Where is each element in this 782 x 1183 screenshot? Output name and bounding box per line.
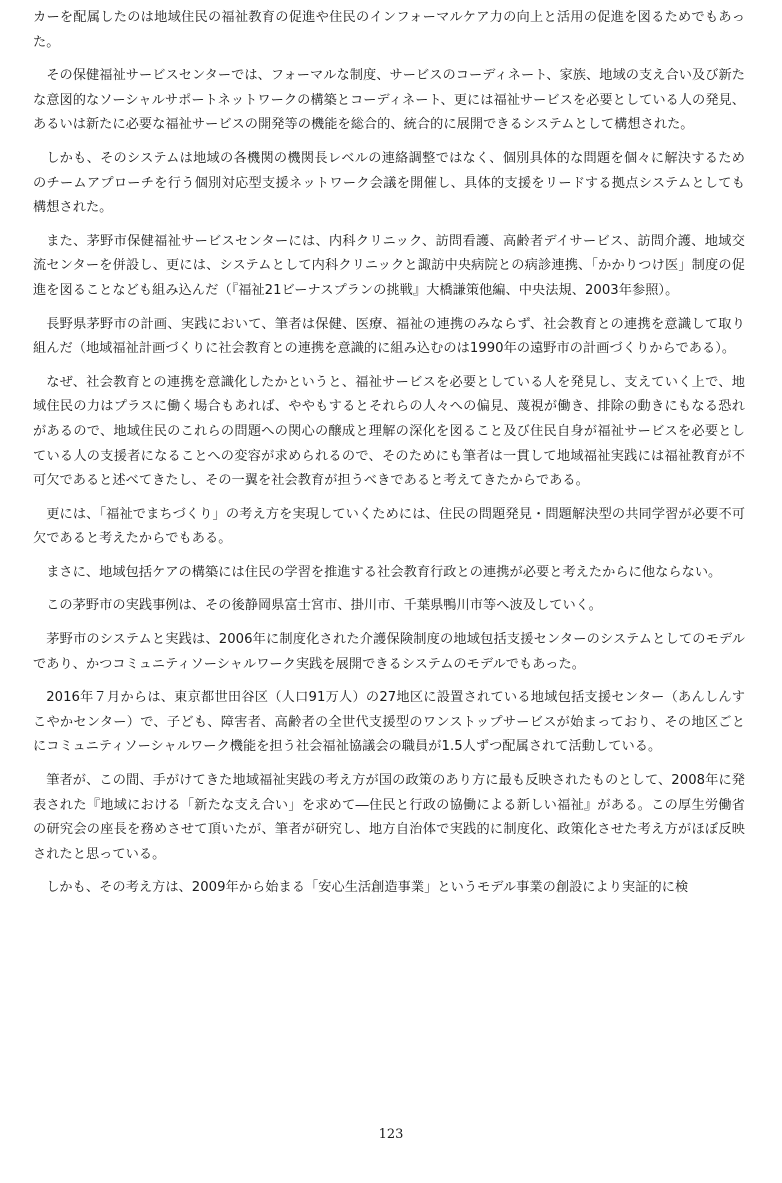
paragraph-9: この茅野市の実践事例は、その後静岡県富士宮市、掛川市、千葉県鴨川市等へ波及していく。 xyxy=(46,598,602,614)
paragraph-13: しかも、その考え方は、2009年から始まる「安心生活創造事業」というモデル事業の創設により実証的に検 xyxy=(46,880,689,896)
paragraph-8: まさに、地域包括ケアの構築には住民の学習を推進する社会教育行政との連携が必要と考えたからに他ならない。 xyxy=(46,564,722,580)
paragraph-2: その保健福祉サービスセンターでは、フォーマルな制度、サービスのコーディネート、家族、地域の支え合い及び新たな意図的なソーシャルサポートネットワークの構築とコーディネート、更には福祉サービスを必要としている人の発見、あるいは新たに必要な福祉サービスの開発等の機能を総合的、統合的に展開できるシステムとして構想された。 xyxy=(33,68,745,133)
document-body xyxy=(33,6,745,910)
paragraph-1: カーを配属したのは地域住民の福祉教育の促進や住民のインフォーマルケア力の向上と活用の促進を図るためでもあった。 xyxy=(33,10,745,50)
paragraph-12: 筆者が、この間、手がけてきた地域福祉実践の考え方が国の政策のあり方に最も反映されたものとして、2008年に発表された『地域における「新たな支え合い」を求めて―住民と行政の協働による新しい福祉』がある。この厚生労働省の研究会の座長を務めさせて頂いたが、筆者が研究し、地方自治体で実践的に制度化、政策化させた考え方がほぼ反映されたと思っている。 xyxy=(33,773,745,862)
paragraph-5: 長野県茅野市の計画、実践において、筆者は保健、医療、福祉の連携のみならず、社会教育との連携を意識して取り組んだ（地域福祉計画づくりに社会教育との連携を意識的に組み込むのは1990年の遠野市の計画づくりからである）。 xyxy=(33,316,745,357)
paragraph-10: 茅野市のシステムと実践は、2006年に制度化された介護保険制度の地域包括支援センターのシステムとしてのモデルであり、かつコミュニティソーシャルワーク実践を展開できるシステムのモデルでもあった。 xyxy=(33,632,745,672)
page-number: 123 xyxy=(378,1127,404,1142)
paragraph-6: なぜ、社会教育との連携を意識化したかというと、福祉サービスを必要としている人を発見し、支えていく上で、地域住民の力はプラスに働く場合もあれば、ややもするとそれらの人々への偏見、蔑視が働き、排除の動きにもなる恐れがあるので、地域住民のこれらの問題への関心の醸成と理解の深化を図ること及び住民自身が福祉サービスを必要としている人の支援者になることへの変容が求められるので、そのためにも筆者は一貫して地域福祉実践には福祉教育が不可欠であると述べてきたし、その一翼を社会教育が担うべきであると考えてきたからである。 xyxy=(33,374,745,489)
paragraph-4: また、茅野市保健福祉サービスセンターには、内科クリニック、訪問看護、高齢者デイサービス、訪問介護、地域交流センターを併設し、更には、システムとして内科クリニックと諏訪中央病院との病診連携、「かかりつけ医」制度の促進を図ることなども組み込んだ（『福祉21ビーナスプランの挑戦』大橋謙策他編、中央法規、2003年参照）。 xyxy=(33,233,745,298)
paragraph-7: 更には、「福祉でまちづくり」の考え方を実現していくためには、住民の問題発見・問題解決型の共同学習が必要不可欠であると考えたからでもある。 xyxy=(33,506,745,547)
paragraph-3: しかも、そのシステムは地域の各機関の機関長レベルの連絡調整ではなく、個別具体的な問題を個々に解決するためのチームアプローチを行う個別対応型支援ネットワーク会議を開催し、具体的支援をリードする拠点システムとしても構想された。 xyxy=(33,150,745,216)
paragraph-11: 2016年７月からは、東京都世田谷区（人口91万人）の27地区に設置されている地域包括支援センター（あんしんすこやかセンター）で、子ども、障害者、高齢者の全世代支援型のワンストップサービスが始まっており、その地区ごとにコミュニティソーシャルワーク機能を担う社会福祉協議会の職員が1.5人ずつ配属されて活動している。 xyxy=(33,690,745,755)
